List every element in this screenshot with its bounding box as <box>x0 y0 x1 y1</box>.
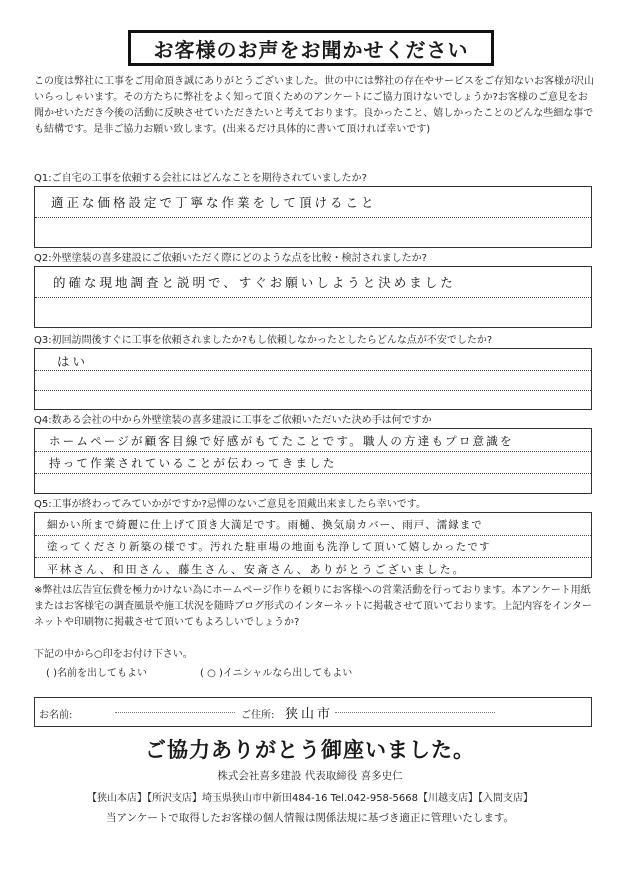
thank-you-message: ご協力ありがとう御座いました。 <box>145 738 475 762</box>
customer-info-box <box>34 697 592 727</box>
privacy-notice: 当アンケートで取得したお客様の個人情報は関係法規に基づき適正に管理いたします。 <box>105 812 515 824</box>
question-5-answer-line-3: 平林さん、和田さん、藤生さん、安斎さん、ありがとうございました。 <box>47 563 466 576</box>
question-3-answer-box <box>34 348 592 410</box>
question-2-answer-box <box>34 266 592 328</box>
question-3-answer-line-1: はい <box>57 354 89 369</box>
question-5-answer-line-2: 塗ってくださり新築の様です。汚れた駐車場の地面も洗浄して頂いて嬉しかったです <box>47 541 491 553</box>
choice-full-name[interactable]: ( )名前を出してもよい <box>46 668 147 679</box>
answer-rule <box>35 390 591 391</box>
question-2-label: Q2:外壁塗装の喜多建設にご依頼いただく際にどのような点を比較・検討されましたか? <box>34 253 427 264</box>
intro-paragraph: この度は弊社に工事をご用命頂き誠にありがとうございました。世の中には弊社の存在やサービスをご存知ないお客様が沢山いらっしゃいます。その方たちに弊社をよく知って頂くためのアンケートにご協力頂けないでしょうか?お客様のご意見をお聞かせいただき今後の活動に反映させていただきたいと考えております。良かったこと、嬉しかったことのどんな些細な事でも結構です。是非ご協力お願い致します。(出来るだけ具体的に書いて頂ければ幸いです) <box>34 76 594 135</box>
answer-rule <box>35 370 591 371</box>
question-4-label: Q4:数ある会社の中から外壁塗装の喜多建設に工事をご依頼いただいた決め手は何ですか <box>34 415 432 426</box>
address-redacted <box>335 712 495 713</box>
question-5-answer-box <box>34 512 592 578</box>
answer-rule <box>35 557 591 558</box>
question-4-answer-line-1: ホームページが顧客目線で好感がもてたことです。職人の方達もプロ意識を <box>49 434 514 448</box>
answer-rule <box>35 451 591 452</box>
choice-initial-only[interactable]: ( ○ )イニシャルなら出してもよい <box>200 668 353 679</box>
name-label: お名前: <box>39 710 73 721</box>
name-redacted <box>115 712 235 713</box>
address-value: 狭山市 <box>285 707 334 722</box>
question-4-answer-line-2: 持って作業されていることが伝わってきました <box>49 456 337 470</box>
address-label: ご住所: <box>241 710 275 721</box>
answer-rule <box>35 535 591 536</box>
answer-rule <box>35 297 591 298</box>
question-5-answer-line-1: 細かい所まで綺麗に仕上げて頂き大満足です。雨樋、換気扇カバー、雨戸、濡縁まで <box>47 519 483 531</box>
question-1-label: Q1:ご自宅の工事を依頼する会社にはどんなことを期待されていましたか? <box>34 173 367 184</box>
question-3-label: Q3:初回訪問後すぐに工事を依頼されましたか?もし依頼しなかったとしたらどんな点が不安でしたか? <box>34 335 493 346</box>
answer-rule <box>35 473 591 474</box>
survey-title <box>128 30 494 66</box>
question-4-answer-box <box>34 428 592 494</box>
branch-info: 【狭山本店】【所沢支店】埼玉県狭山市中新田484-16 Tel.042-958-5668【川越支店】【入間支店】 <box>87 793 533 804</box>
question-5-label: Q5:工事が終わってみていかがですか?忌憚のないご意見を頂戴出来ましたら幸いです。 <box>34 499 427 510</box>
company-name: 株式会社喜多建設 代表取締役 喜多史仁 <box>217 770 403 782</box>
question-1-answer-box <box>34 186 592 248</box>
question-1-answer-line-1: 適正な価格設定で丁寧な作業をして頂けること <box>51 195 377 210</box>
survey-title-text: お客様のお声をお聞かせください <box>153 37 469 62</box>
question-2-answer-line-1: 的確な現地調査と説明で、すぐお願いしようと決めました <box>53 275 456 290</box>
answer-rule <box>35 217 591 218</box>
publication-permission-text: ※弊社は広告宣伝費を極力かけない為にホームページ作りを頼りにお客様への営業活動を行っております。本アンケート用紙またはお客様宅の調査風景や施工状況を随時ブログ形式のインターネットに掲載させて頂いております。上記内容をインターネットや印刷物に掲載させて頂いてもよろしいでしょうか? <box>34 585 592 628</box>
select-prompt: 下記の中から○印をお付け下さい。 <box>34 649 193 660</box>
